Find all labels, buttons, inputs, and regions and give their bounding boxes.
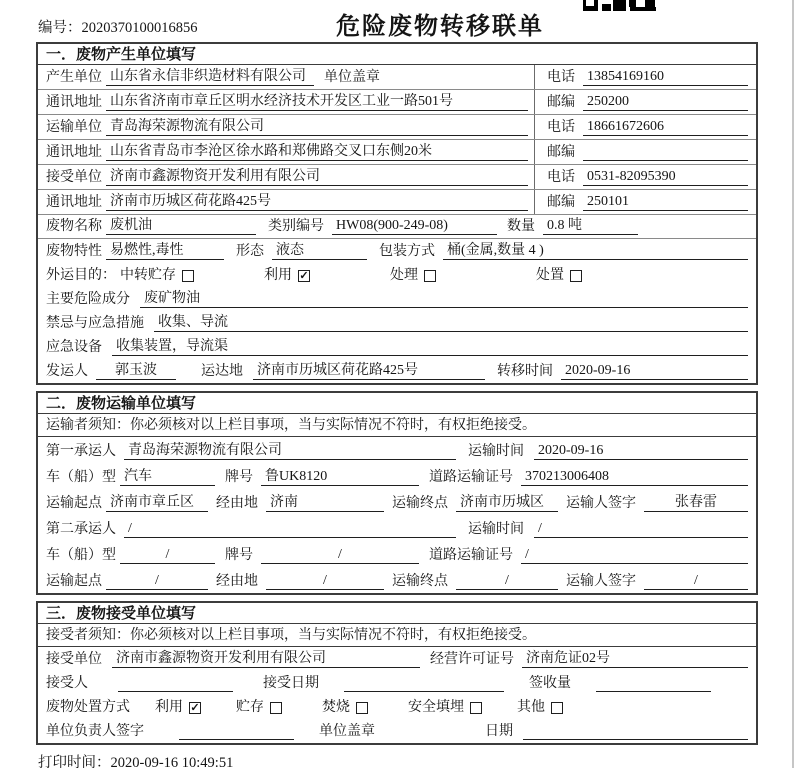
treat-label: 处理 — [390, 268, 418, 283]
plate-field-2: / — [261, 547, 419, 564]
zip-label: 邮编 — [547, 145, 575, 160]
waste-traits-label: 废物特性 — [46, 244, 102, 259]
hazard-component-label: 主要危险成分 — [46, 292, 130, 307]
waste-name-label: 废物名称 — [46, 219, 102, 234]
emergency-equipment-field: 收集装置，导流渠 — [112, 335, 748, 356]
vehicle-type-label: 车（船）型 — [46, 548, 116, 563]
carrier-signature-field-2: / — [644, 573, 748, 590]
sign-date-label: 日期 — [485, 724, 513, 739]
transfer-storage-label: 中转贮存 — [120, 268, 176, 283]
zip-label: 邮编 — [547, 195, 575, 210]
received-qty-label: 签收量 — [529, 676, 571, 691]
accept-person-row — [38, 671, 756, 695]
doc-number-value: 2020370100016856 — [81, 20, 198, 36]
transport-time-label: 运输时间 — [468, 444, 524, 459]
packing-field: 桶(金属,数量 4 ) — [443, 239, 748, 260]
receiver-address-field: 济南市历城区荷花路425号 — [106, 190, 528, 211]
receiver-notice: 接受者须知：你必须核对以上栏目事项，当与实际情况不符时，有权拒绝接受。 — [38, 624, 756, 647]
vehicle-type-label: 车（船）型 — [46, 470, 116, 485]
reuse-label: 利用 — [264, 268, 292, 283]
route-row-2 — [38, 567, 756, 593]
transporter-address-row — [38, 140, 756, 165]
dispatch-row — [38, 359, 756, 383]
first-carrier-row — [38, 437, 756, 463]
vehicle-type-field: 汽车 — [120, 465, 215, 486]
treat-checkbox — [424, 270, 436, 282]
plate-label: 牌号 — [225, 548, 253, 563]
hazard-component-field: 废矿物油 — [140, 287, 748, 308]
receiver-row — [38, 165, 756, 190]
receiver-label: 接受单位 — [46, 170, 102, 185]
receiver-name-field: 济南市鑫源物资开发利用有限公司 — [106, 165, 528, 186]
hazard-component-row — [38, 287, 756, 311]
accept-person-field — [118, 675, 233, 692]
destination-field: 济南市历城区荷花路425号 — [253, 359, 485, 380]
accept-unit-field: 济南市鑫源物资开发利用有限公司 — [112, 647, 420, 668]
producer-row — [38, 65, 756, 90]
receiver-address-row — [38, 190, 756, 215]
quantity-field: 0.8 吨 — [543, 214, 638, 235]
waste-traits-field: 易燃性,毒性 — [106, 239, 224, 260]
vehicle-row-2 — [38, 541, 756, 567]
disposal-method-label: 废物处置方式 — [46, 700, 130, 715]
print-time — [38, 751, 796, 768]
carrier-signature-label: 运输人签字 — [566, 574, 636, 589]
phone-label: 电话 — [547, 70, 575, 85]
emergency-measures-label: 禁忌与应急措施 — [46, 316, 144, 331]
road-permit-label: 道路运输证号 — [429, 548, 513, 563]
disposal-storage-checkbox — [270, 702, 282, 714]
disposal-reuse-label: 利用 — [155, 700, 183, 715]
print-time-label: 打印时间： — [38, 755, 111, 768]
purpose-row — [38, 263, 756, 287]
disposal-other-label: 其他 — [517, 700, 545, 715]
producer-name-field: 山东省永信非织造材料有限公司 — [106, 65, 314, 86]
dispatcher-field: 郭玉波 — [96, 359, 176, 380]
license-label: 经营许可证号 — [430, 652, 514, 667]
accept-unit-row — [38, 647, 756, 671]
producer-address-field: 山东省济南市章丘区明水经济技术开发区工业一路501号 — [106, 90, 528, 111]
qr-code-fragment — [583, 0, 659, 11]
quantity-label: 数量 — [507, 219, 535, 234]
unit-seal-label: 单位盖章 — [319, 724, 375, 739]
section-producer — [36, 42, 758, 385]
category-code-field: HW08(900-249-08) — [332, 218, 497, 235]
transporter-phone-field: 18661672606 — [583, 119, 748, 136]
disposal-method-row — [38, 695, 756, 719]
address-label: 通讯地址 — [46, 95, 102, 110]
responsible-signature-label: 单位负责人签字 — [46, 724, 144, 739]
route-end-field: 济南市历城区 — [456, 491, 558, 512]
road-permit-field: 370213006408 — [521, 469, 748, 486]
document-header — [0, 0, 796, 42]
route-end-label: 运输终点 — [392, 496, 448, 511]
vehicle-row — [38, 463, 756, 489]
accept-unit-label: 接受单位 — [46, 652, 102, 667]
license-field: 济南危证02号 — [522, 647, 748, 668]
second-carrier-row — [38, 515, 756, 541]
producer-address-row — [38, 90, 756, 115]
page-edge-line — [792, 0, 794, 768]
route-end-field-2: / — [456, 573, 558, 590]
receiver-zip-field: 250101 — [583, 194, 748, 211]
waste-name-row — [38, 215, 756, 239]
doc-number — [38, 16, 198, 37]
received-qty-field — [596, 675, 711, 692]
first-carrier-label: 第一承运人 — [46, 444, 116, 459]
section-receiver — [36, 601, 758, 745]
accept-person-label: 接受人 — [46, 676, 88, 691]
section-transporter — [36, 391, 758, 595]
accept-date-field — [344, 675, 504, 692]
phone-label: 电话 — [547, 120, 575, 135]
dispose-label: 处置 — [536, 268, 564, 283]
disposal-incinerate-checkbox — [356, 702, 368, 714]
emergency-measures-field: 收集、导流 — [154, 311, 748, 332]
route-via-label: 经由地 — [216, 574, 258, 589]
phone-label: 电话 — [547, 170, 575, 185]
responsible-signature-field — [179, 723, 294, 740]
waste-name-field: 废机油 — [106, 214, 256, 235]
emergency-equipment-label: 应急设备 — [46, 340, 102, 355]
packing-label: 包装方式 — [379, 244, 435, 259]
vehicle-type-field-2: / — [120, 547, 215, 564]
transfer-time-field: 2020-09-16 — [561, 363, 748, 380]
transport-time-field: 2020-09-16 — [534, 443, 748, 460]
transport-time-field-2: / — [534, 521, 748, 538]
address-label: 通讯地址 — [46, 195, 102, 210]
page-title: 危险废物转移联单 — [336, 14, 544, 40]
first-carrier-field: 青岛海荣源物流有限公司 — [124, 439, 456, 460]
route-via-field-2: / — [266, 573, 384, 590]
dispatcher-label: 发运人 — [46, 364, 88, 379]
unit-seal-label: 单位盖章 — [324, 70, 380, 85]
route-row — [38, 489, 756, 515]
transport-time-label: 运输时间 — [468, 522, 524, 537]
sign-date-field — [523, 723, 748, 740]
route-end-label: 运输终点 — [392, 574, 448, 589]
plate-label: 牌号 — [225, 470, 253, 485]
form-field: 液态 — [272, 239, 367, 260]
zip-label: 邮编 — [547, 95, 575, 110]
accept-date-label: 接受日期 — [263, 676, 319, 691]
transporter-notice: 运输者须知：你必须核对以上栏目事项，当与实际情况不符时，有权拒绝接受。 — [38, 414, 756, 437]
disposal-incinerate-label: 焚烧 — [322, 700, 350, 715]
waste-traits-row — [38, 239, 756, 263]
producer-label: 产生单位 — [46, 70, 102, 85]
responsible-sign-row — [38, 719, 756, 743]
disposal-reuse-checkbox: ✓ — [190, 702, 200, 714]
transporter-label: 运输单位 — [46, 120, 102, 135]
carrier-signature-label: 运输人签字 — [566, 496, 636, 511]
route-start-label: 运输起点 — [46, 574, 102, 589]
receiver-phone-field: 0531-82095390 — [583, 169, 748, 186]
carrier-signature-field: 张春雷 — [644, 491, 748, 512]
section-transporter-header: 二．废物运输单位填写 — [38, 393, 756, 414]
destination-label: 运达地 — [201, 364, 243, 379]
purpose-label: 外运目的： — [46, 268, 116, 283]
transporter-row — [38, 115, 756, 140]
section-producer-header: 一．废物产生单位填写 — [38, 44, 756, 65]
transporter-zip-field — [583, 144, 748, 161]
road-permit-field-2: / — [521, 547, 748, 564]
dispose-checkbox — [570, 270, 582, 282]
emergency-measures-row — [38, 311, 756, 335]
route-via-field: 济南 — [266, 491, 384, 512]
section-receiver-header: 三．废物接受单位填写 — [38, 603, 756, 624]
disposal-landfill-label: 安全填埋 — [408, 700, 464, 715]
print-time-value: 2020-09-16 10:49:51 — [110, 755, 234, 768]
disposal-storage-label: 贮存 — [236, 700, 264, 715]
emergency-equipment-row — [38, 335, 756, 359]
route-start-field: 济南市章丘区 — [106, 491, 208, 512]
second-carrier-field: / — [124, 521, 456, 538]
route-start-label: 运输起点 — [46, 496, 102, 511]
road-permit-label: 道路运输证号 — [429, 470, 513, 485]
producer-zip-field: 250200 — [583, 94, 748, 111]
route-start-field-2: / — [106, 573, 208, 590]
disposal-landfill-checkbox — [470, 702, 482, 714]
reuse-checkbox: ✓ — [299, 270, 309, 282]
transfer-storage-checkbox — [182, 270, 194, 282]
disposal-other-checkbox — [551, 702, 563, 714]
transporter-name-field: 青岛海荣源物流有限公司 — [106, 115, 528, 136]
producer-phone-field: 13854169160 — [583, 69, 748, 86]
plate-field: 鲁UK8120 — [261, 465, 419, 486]
transfer-time-label: 转移时间 — [497, 364, 553, 379]
route-via-label: 经由地 — [216, 496, 258, 511]
category-code-label: 类别编号 — [268, 219, 324, 234]
doc-number-label: 编号： — [38, 20, 82, 36]
form-label: 形态 — [236, 244, 264, 259]
transporter-address-field: 山东省青岛市李沧区徐水路和郑佛路交叉口东侧20米 — [106, 140, 528, 161]
address-label: 通讯地址 — [46, 145, 102, 160]
second-carrier-label: 第二承运人 — [46, 522, 116, 537]
